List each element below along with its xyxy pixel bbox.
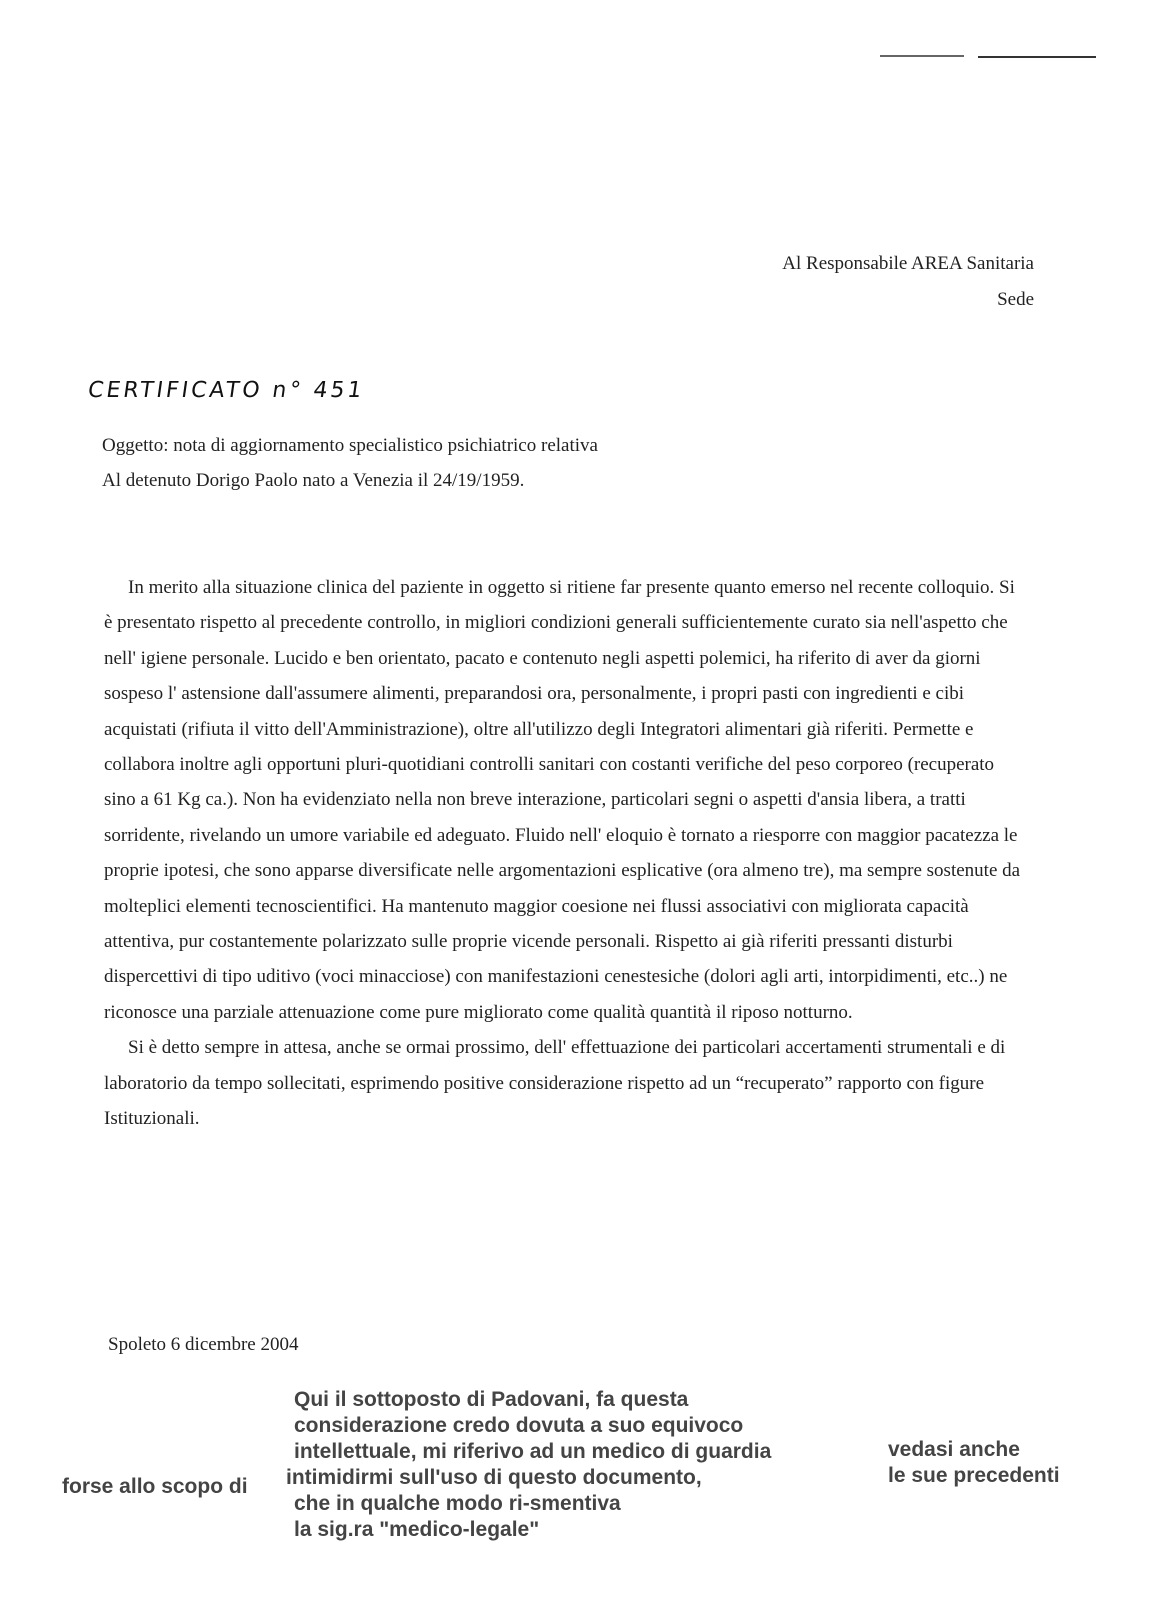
annotation-right-line: vedasi anche xyxy=(888,1438,1020,1461)
subject-line2: Al detenuto Dorigo Paolo nato a Venezia il 24/19/1959. xyxy=(102,470,525,491)
scan-mark-top-dashes xyxy=(880,55,964,57)
place-date-line: Spoleto 6 dicembre 2004 xyxy=(108,1334,299,1355)
annotation-line: intellettuale, mi riferivo ad un medico di guardia xyxy=(294,1440,772,1463)
annotation-main xyxy=(286,1387,874,1543)
recipient-block xyxy=(782,246,1034,318)
annotation-left: forse allo scopo di xyxy=(62,1475,248,1498)
annotation-line: intimidirmi sull'uso di questo documento, xyxy=(286,1466,702,1489)
letter-body xyxy=(104,570,1024,1137)
scan-mark-top xyxy=(978,56,1096,58)
body-paragraph-2: Si è detto sempre in attesa, anche se ormai prossimo, dell' effettuazione dei particolari accertamenti strumentali e di laboratorio da tempo sollecitati, esprimendo positive considerazione rispetto ad un “recuperato” rapporto con figure Istituzionali. xyxy=(104,1037,1006,1130)
recipient-line1: Al Responsabile AREA Sanitaria xyxy=(782,253,1034,274)
certificate-number-handwritten: CERTIFICATO n° 451 xyxy=(86,378,367,403)
annotation-line: considerazione credo dovuta a suo equivoco xyxy=(294,1414,744,1437)
subject-line1: Oggetto: nota di aggiornamento specialistico psichiatrico relativa xyxy=(102,435,598,456)
subject-block xyxy=(102,428,1002,498)
annotation-line: che in qualche modo ri-smentiva xyxy=(294,1492,621,1515)
recipient-line2: Sede xyxy=(997,289,1034,310)
annotation-line: Qui il sottoposto di Padovani, fa questa xyxy=(294,1388,689,1411)
annotation-right-line: le sue precedenti xyxy=(888,1464,1060,1487)
body-paragraph-1: In merito alla situazione clinica del paziente in oggetto si ritiene far presente quanto emerso nel recente colloquio. Si è presentato rispetto al precedente controllo, in migliori condizioni generali sufficientemente curato sia nell'aspetto che nell' igiene personale. Lucido e ben orientato, pacato e contenuto negli aspetti polemici, ha riferito di aver da giorni sospeso l' astensione dall'assumere alimenti, preparandosi ora, personalmente, i propri pasti con ingredienti e cibi acquistati (rifiuta il vitto dell'Amministrazione), oltre all'utilizzo degli Integratori alimentari già riferiti. Permette e collabora inoltre agli opportuni pluri-quotidiani controlli sanitari con costanti verifiche del peso corporeo (recuperato sino a 61 Kg ca.). Non ha evidenziato nella non breve interazione, particolari segni o aspetti d'ansia libera, a tratti sorridente, rivelando un umore variabile ed adeguato. Fluido nell' eloquio è tornato a riesporre con maggior pacatezza le proprie ipotesi, che sono apparse diversificate nelle argomentazioni esplicative (ora almeno tre), ma sempre sostenute da molteplici elementi tecnoscientifici. Ha mantenuto maggior coesione nei flussi associativi con migliorata capacità attentiva, pur costantemente polarizzato sulle proprie vicende personali. Rispetto ai già riferiti pressanti disturbi dispercettivi di tipo uditivo (voci minacciose) con manifestazioni cenestesiche (dolori agli arti, intorpidimenti, etc..) ne riconosce una parziale attenuazione come pure migliorato come qualità quantità il riposo notturno. xyxy=(104,577,1021,1023)
annotation-line: la sig.ra "medico-legale" xyxy=(294,1518,540,1541)
annotation-right xyxy=(888,1437,1128,1489)
